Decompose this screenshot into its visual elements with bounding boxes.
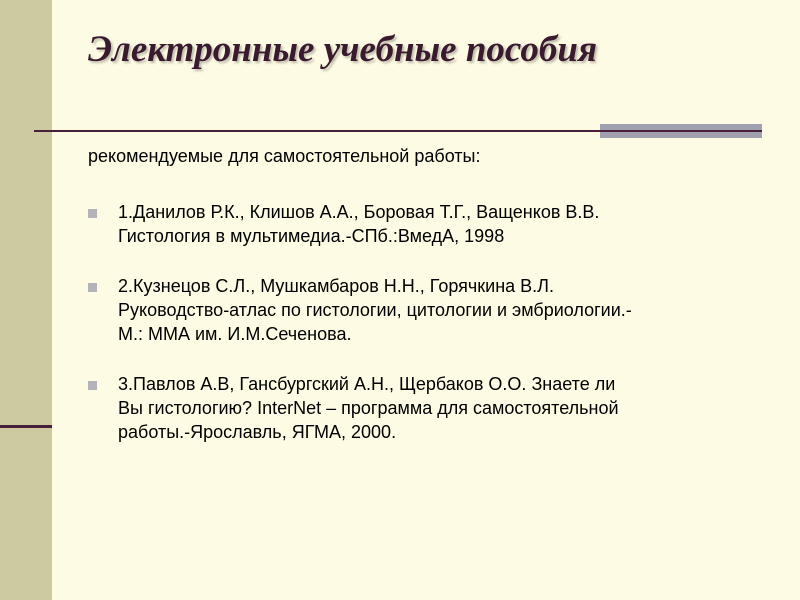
square-bullet-icon <box>88 381 97 390</box>
left-decorative-band <box>0 0 52 600</box>
reference-text: 2.Кузнецов С.Л., Мушкамбаров Н.Н., Горячкина В.Л. Руководство-атлас по гистологии, цитологии и эмбриологии.- М.: ММА им. И.М.Сеченова. <box>118 276 632 344</box>
slide-subtitle: рекомендуемые для самостоятельной работы: <box>88 146 481 166</box>
left-band-divider <box>0 425 52 428</box>
reference-item <box>88 274 778 346</box>
reference-text: 1.Данилов Р.К., Клишов А.А., Боровая Т.Г., Ващенков В.В. Гистология в мультимедиа.-СПб.:ВмедА, 1998 <box>118 202 600 246</box>
slide-title: Электронные учебные пособия <box>88 29 598 70</box>
square-bullet-icon <box>88 283 97 292</box>
title-underline-accent-bar <box>600 124 762 138</box>
reference-text: 3.Павлов А.В, Гансбургский А.Н., Щербаков О.О. Знаете ли Вы гистологию? InterNet – программа для самостоятельной работы.-Ярославль, ЯГМА, 2000. <box>118 374 619 442</box>
reference-item <box>88 372 778 444</box>
reference-list <box>88 200 778 470</box>
square-bullet-icon <box>88 209 97 218</box>
reference-item <box>88 200 778 248</box>
